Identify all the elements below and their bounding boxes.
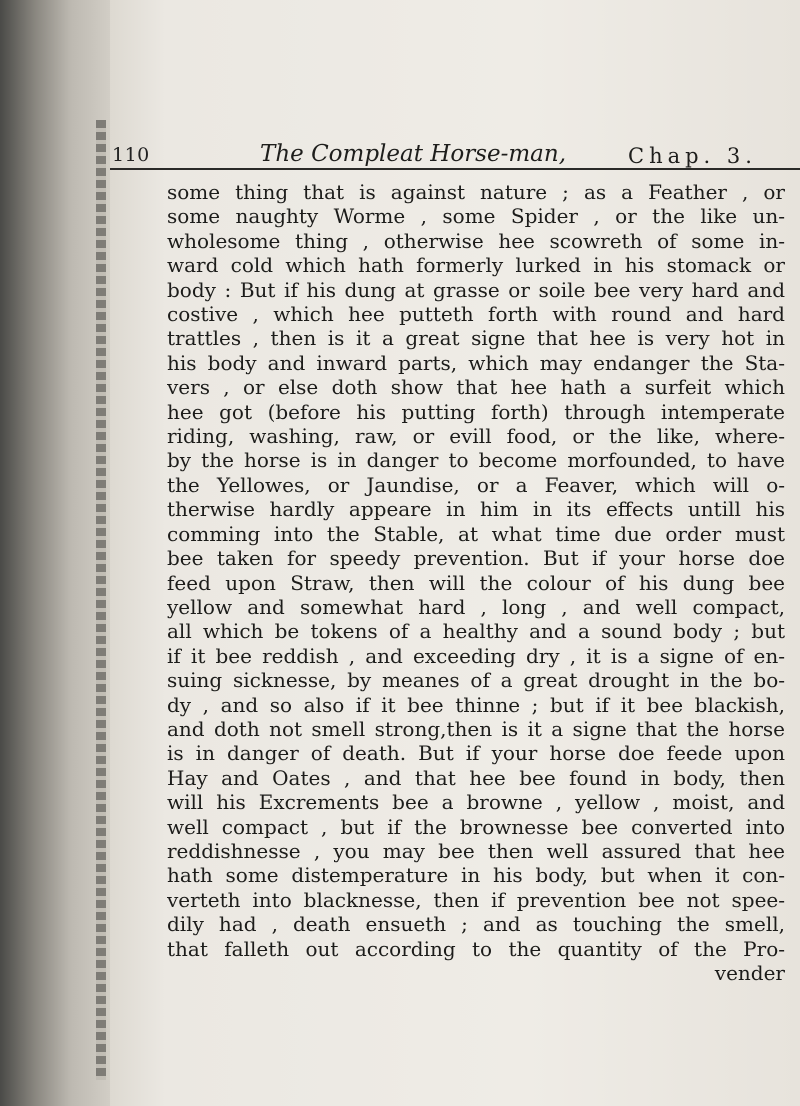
text-line: ward cold which hath formerly lurked in his stomack or — [167, 253, 785, 278]
text-line: reddishnesse , you may bee then well assured that hee — [167, 838, 785, 863]
binding-stitching — [96, 120, 106, 1080]
text-line: Hay and Oates , and that hee bee found in body, then — [167, 765, 785, 790]
text-line: bee taken for speedy prevention. But if your horse doe — [167, 546, 785, 571]
text-line: therwise hardly appeare in him in its effects untill his — [167, 497, 785, 522]
text-line: if it bee reddish , and exceeding dry , it is a signe of en- — [167, 643, 785, 668]
catchword: vender — [714, 961, 785, 985]
text-line: dily had , death ensueth ; and as touching the smell, — [167, 912, 785, 937]
text-line: some naughty Worme , some Spider , or the like un- — [167, 204, 785, 229]
text-line: is in danger of death. But if your horse doe feede upon — [167, 741, 785, 766]
text-line: suing sicknesse, by meanes of a great drought in the bo- — [167, 668, 785, 693]
text-line: vers , or else doth show that hee hath a surfeit which — [167, 375, 785, 400]
text-line: feed upon Straw, then will the colour of his dung bee — [167, 570, 785, 595]
text-line: and doth not smell strong,then is it a signe that the horse — [167, 716, 785, 741]
text-line: some thing that is against nature ; as a Feather , or — [167, 180, 785, 204]
text-line: dy , and so also if it bee thinne ; but if it bee blackish, — [167, 692, 785, 717]
page-header — [110, 128, 800, 170]
text-line: all which be tokens of a healthy and a sound body ; but — [167, 619, 785, 644]
text-line: costive , which hee putteth forth with round and hard — [167, 302, 785, 327]
page-number: 110 — [112, 144, 150, 166]
text-line: will his Excrements bee a browne , yellow , moist, and — [167, 790, 785, 815]
text-line: the Yellowes, or Jaundise, or a Feaver, which will o- — [167, 472, 785, 497]
text-line: hee got (before his putting forth) through intemperate — [167, 399, 785, 424]
text-line: by the horse is in danger to become morfounded, to have — [167, 448, 785, 473]
text-line: his body and inward parts, which may endanger the Sta- — [167, 350, 785, 375]
book-binding-gutter — [0, 0, 118, 1106]
text-line: that falleth out according to the quantity of the Pro- — [167, 936, 785, 961]
text-line: riding, washing, raw, or evill food, or the like, where- — [167, 424, 785, 449]
book-page — [110, 0, 800, 1106]
text-line: comming into the Stable, at what time due order must — [167, 521, 785, 546]
text-line: yellow and somewhat hard , long , and well compact, — [167, 594, 785, 619]
body-text — [167, 180, 785, 985]
text-line: body : But if his dung at grasse or soile bee very hard and — [167, 277, 785, 302]
running-title: The Compleat Horse-man, — [260, 141, 567, 167]
text-line: trattles , then is it a great signe that hee is very hot in — [167, 326, 785, 351]
text-line: wholesome thing , otherwise hee scowreth of some in- — [167, 228, 785, 253]
text-line: hath some distemperature in his body, but when it con- — [167, 863, 785, 888]
chapter-label: Chap. 3. — [628, 144, 757, 168]
text-line: well compact , but if the brownesse bee converted into — [167, 814, 785, 839]
text-line: verteth into blacknesse, then if prevention bee not spee- — [167, 887, 785, 912]
